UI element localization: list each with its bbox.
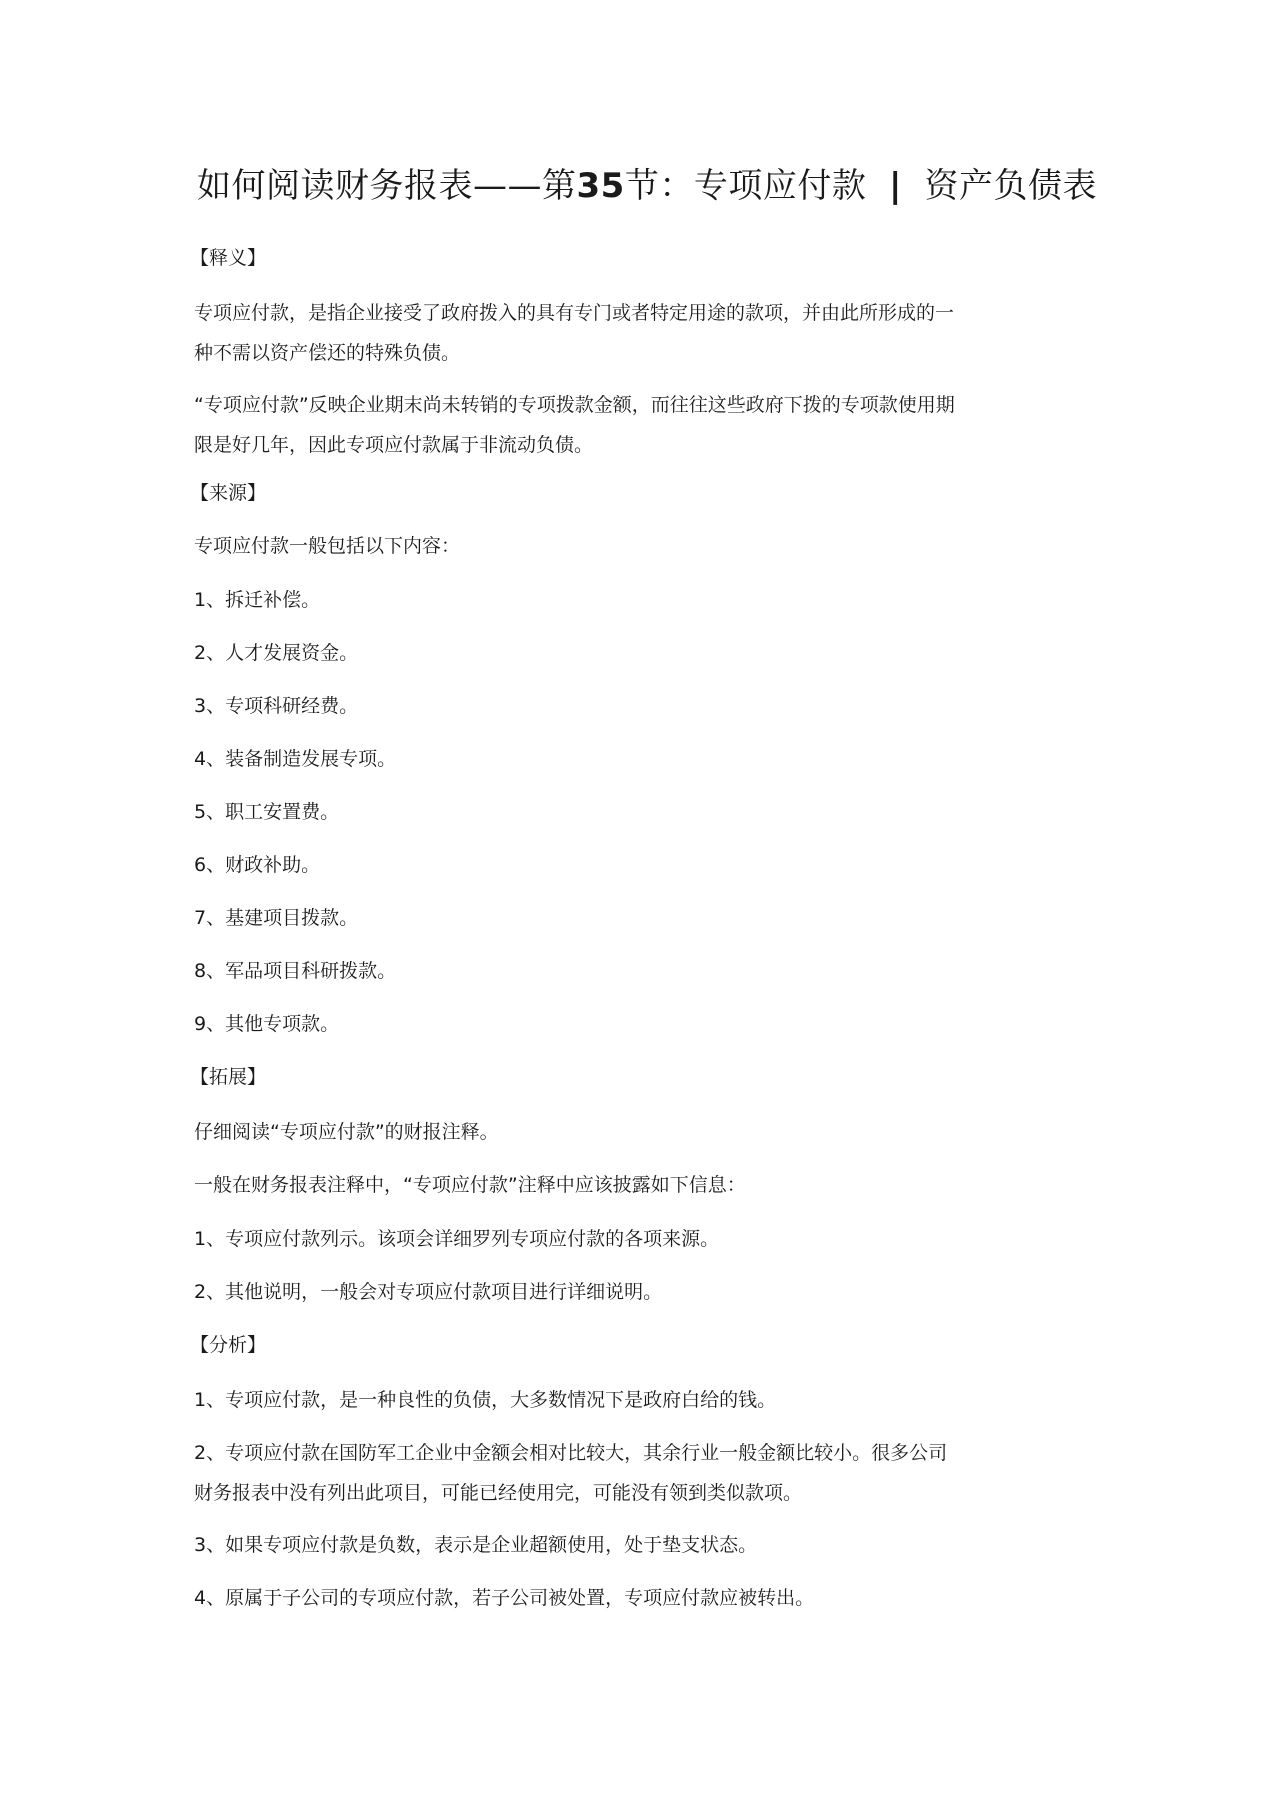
source-list-item: 8、军品项目科研拨款。 xyxy=(194,960,397,982)
extension-paragraph-1: 仔细阅读“专项应付款”的财报注释。 xyxy=(194,1121,499,1143)
section-heading-analysis: 【分析】 xyxy=(190,1334,267,1356)
extension-list-item: 1、专项应付款列示。该项会详细罗列专项应付款的各项来源。 xyxy=(194,1228,720,1250)
title-prefix: 如何阅读财务报表——第 xyxy=(197,166,577,206)
extension-list-item: 2、其他说明，一般会对专项应付款项目进行详细说明。 xyxy=(194,1281,663,1303)
title-category: 资产负债表 xyxy=(924,166,1097,206)
source-intro: 专项应付款一般包括以下内容： xyxy=(194,535,461,557)
document-title xyxy=(197,162,1097,210)
definition-paragraph-2-line-2: 限是好几年，因此专项应付款属于非流动负债。 xyxy=(194,434,594,456)
analysis-item-1: 1、专项应付款，是一种良性的负债，大多数情况下是政府白给的钱。 xyxy=(194,1389,777,1411)
source-list-item: 9、其他专项款。 xyxy=(194,1013,340,1035)
analysis-item-4: 4、原属于子公司的专项应付款，若子公司被处置，专项应付款应被转出。 xyxy=(194,1587,815,1609)
title-section-name: 节：专项应付款 xyxy=(624,166,867,206)
source-list-item: 4、装备制造发展专项。 xyxy=(194,748,397,770)
definition-paragraph-1-line-2: 种不需以资产偿还的特殊负债。 xyxy=(194,342,461,364)
analysis-item-2-line-1: 2、专项应付款在国防军工企业中金额会相对比较大，其余行业一般金额比较小。很多公司 xyxy=(194,1442,948,1464)
source-list-item: 7、基建项目拨款。 xyxy=(194,907,359,929)
analysis-item-3: 3、如果专项应付款是负数，表示是企业超额使用，处于垫支状态。 xyxy=(194,1534,758,1556)
definition-paragraph-1-line-1: 专项应付款，是指企业接受了政府拨入的具有专门或者特定用途的款项，并由此所形成的一 xyxy=(194,302,955,324)
section-heading-extension: 【拓展】 xyxy=(190,1066,267,1088)
source-list-item: 5、职工安置费。 xyxy=(194,801,340,823)
section-heading-definition: 【释义】 xyxy=(190,247,267,269)
extension-paragraph-2: 一般在财务报表注释中，“专项应付款”注释中应该披露如下信息： xyxy=(194,1174,746,1196)
source-list-item: 2、人才发展资金。 xyxy=(194,642,359,664)
source-list-item: 6、财政补助。 xyxy=(194,854,321,876)
section-heading-source: 【来源】 xyxy=(190,482,267,504)
source-list-item: 1、拆迁补偿。 xyxy=(194,589,321,611)
analysis-item-2-line-2: 财务报表中没有列出此项目，可能已经使用完，可能没有领到类似款项。 xyxy=(194,1482,803,1504)
definition-paragraph-2-line-1: “专项应付款”反映企业期末尚未转销的专项拨款金额，而往往这些政府下拨的专项款使用期 xyxy=(194,394,955,416)
title-section-number: 35 xyxy=(576,166,625,206)
source-list-item: 3、专项科研经费。 xyxy=(194,695,359,717)
title-separator: | xyxy=(888,166,902,206)
